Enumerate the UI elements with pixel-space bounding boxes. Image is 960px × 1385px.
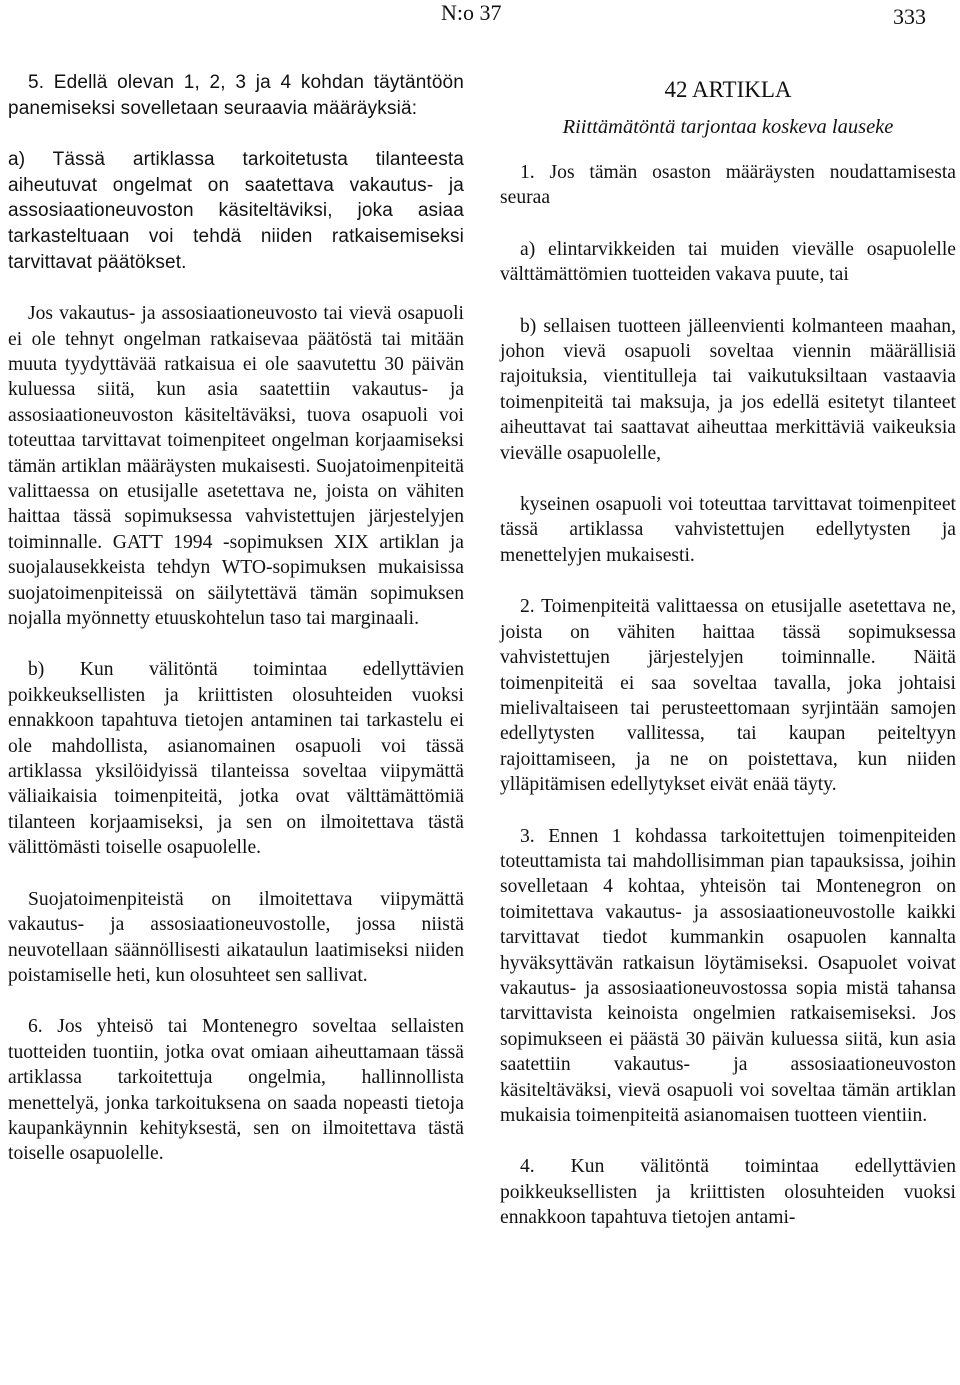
page-number: 333	[893, 4, 926, 29]
paragraph-1b: b) sellaisen tuotteen jälleenvienti kolmanteen maahan, johon vievä osapuoli soveltaa viennin määrällisiä rajoituksia, vientitulleja tai vaikutuksiltaan vastaavia toimenpiteitä tai maksuja, ja jos edellä esitetyt tilanteet aiheuttavat tai saattavat aiheuttaa merkittäviä vaikeuksia vievälle osapuolelle,	[500, 315, 956, 464]
article-subtitle: Riittämätöntä tarjontaa koskeva lauseke	[562, 116, 894, 138]
paragraph-2: 2. Toimenpiteitä valittaessa on etusijalle asetettava ne, joista on vähiten haittaa tässä sopimuksessa vahvistettujen järjestelyjen toiminnalle. Näitä toimenpiteitä ei saa soveltaa tavalla, joka johtaisi mielivaltaiseen tai perusteettomaan syrjintään samojen edellytysten vallitessa, tai kaupan peiteltyyn rajoittamiseen, ja ne on poistettava, kun niiden ylläpitämisen edellytykset eivät enää täyty.	[500, 596, 956, 796]
left-column	[8, 70, 464, 1193]
right-column	[500, 76, 956, 1257]
paragraph-1a: a) elintarvikkeiden tai muiden vievälle osapuolelle välttämättömien tuotteiden vakava puute, tai	[500, 238, 956, 286]
paragraph-6: 6. Jos yhteisö tai Montenegro soveltaa sellaisten tuotteiden tuontiin, jotka ovat omiaan aiheuttamaan tässä artiklassa tarkoitettuja ongelmia, hallinnollista menettelyä, jonka tarkoituksena on saada nopeasti tietoja kaupankäynnin kehityksestä, sen on ilmoitettava tästä toiselle osapuolelle.	[8, 1016, 464, 1165]
page-header	[0, 0, 960, 40]
paragraph-1: 1. Jos tämän osaston määräysten noudattamisesta seuraa	[500, 162, 956, 209]
paragraph-5a: a) Tässä artiklassa tarkoitetusta tilanteesta aiheutuvat ongelmat on saatettava vakautus- ja assosiaationeuvoston käsiteltäviksi, joka asiaa tarkasteltuaan voi tehdä niiden ratkaisemiseksi tarvittavat päätökset.	[8, 149, 464, 273]
paragraph-3: 3. Ennen 1 kohdassa tarkoitettujen toimenpiteiden toteuttamista tai mahdollisimman pian tapauksissa, joihin sovelletaan 4 kohtaa, yhteisön tai Montenegron on toimitettava vakautus- ja assosiaationeuvostolle kaikki tarvittavat tiedot kummankin osapuolen kannalta hyväksyttävän ratkaisun löytämiseksi. Osapuolet voivat vakautus- ja assosiaationeuvostossa sopia mistä tahansa tarvittavista keinoista ongelmien ratkaisemiseksi. Jos sopimukseen ei päästä 30 päivän kuluessa siitä, kun asia saatettiin vakautus- ja assosiaationeuvoston käsiteltäväksi, vievä osapuoli voi soveltaa tämän artiklan mukaisia toimenpiteitä asianomaisen tuotteen vientiin.	[500, 825, 956, 1126]
article-title: 42 ARTIKLA	[664, 77, 792, 102]
paragraph-5a-continued: Jos vakautus- ja assosiaationeuvosto tai vievä osapuoli ei ole tehnyt ongelman ratkaisevaa päätöstä tai mitään muuta tyydyttävää ratkaisua ei ole saavutettu 30 päivän kuluessa siitä, kun asia saatettiin vakautus- ja assosiaationeuvoston käsiteltäväksi, tuova osapuoli voi toteuttaa tarvittavat toimenpiteet ongelman korjaamiseksi tämän artiklan määräysten mukaisesti. Suojatoimenpiteitä valittaessa on etusijalle asetettava ne, joista on vähiten haittaa tässä sopimuksessa vahvistettujen järjestelyjen toiminnalle. GATT 1994 -sopimuksen XIX artiklan ja suojalausekkeista tehdyn WTO-sopimuksen mukaisissa suojatoimenpiteissä on säilytettävä tämän sopimuksen nojalla myönnetty etuuskohtelun taso tai marginaali.	[8, 303, 464, 630]
paragraph-5-intro: 5. Edellä olevan 1, 2, 3 ja 4 kohdan täytäntöön panemiseksi sovelletaan seuraavia määräyksiä:	[8, 72, 464, 119]
paragraph-5b-notification: Suojatoimenpiteistä on ilmoitettava viipymättä vakautus- ja assosiaationeuvostolle, jossa niistä neuvotellaan säännöllisesti aikataulun laatimiseksi niiden poistamiselle heti, kun olosuhteet sen sallivat.	[8, 888, 464, 986]
paragraph-5b: b) Kun välitöntä toimintaa edellyttävien poikkeuksellisten ja kriittisten olosuhteiden vuoksi ennakkoon tapahtuva tietojen antaminen tai tarkastelu ei ole mahdollista, asianomainen osapuoli voi tässä artiklassa yksilöidyissä tilanteissa soveltaa viipymättä väliaikaisia toimenpiteitä, jotka ovat välttämättömiä tilanteen korjaamiseksi, ja sen on ilmoitettava tästä välittömästi toiselle osapuolelle.	[8, 659, 464, 859]
paragraph-4: 4. Kun välitöntä toimintaa edellyttävien poikkeuksellisten ja kriittisten olosuhteiden vuoksi ennakkoon tapahtuva tietojen antami-	[500, 1156, 956, 1229]
issue-number: N:o 37	[441, 0, 502, 25]
paragraph-1-conclusion: kyseinen osapuoli voi toteuttaa tarvittavat toimenpiteet tässä artiklassa vahvistettujen edellytysten ja menettelyjen mukaisesti.	[500, 494, 956, 566]
